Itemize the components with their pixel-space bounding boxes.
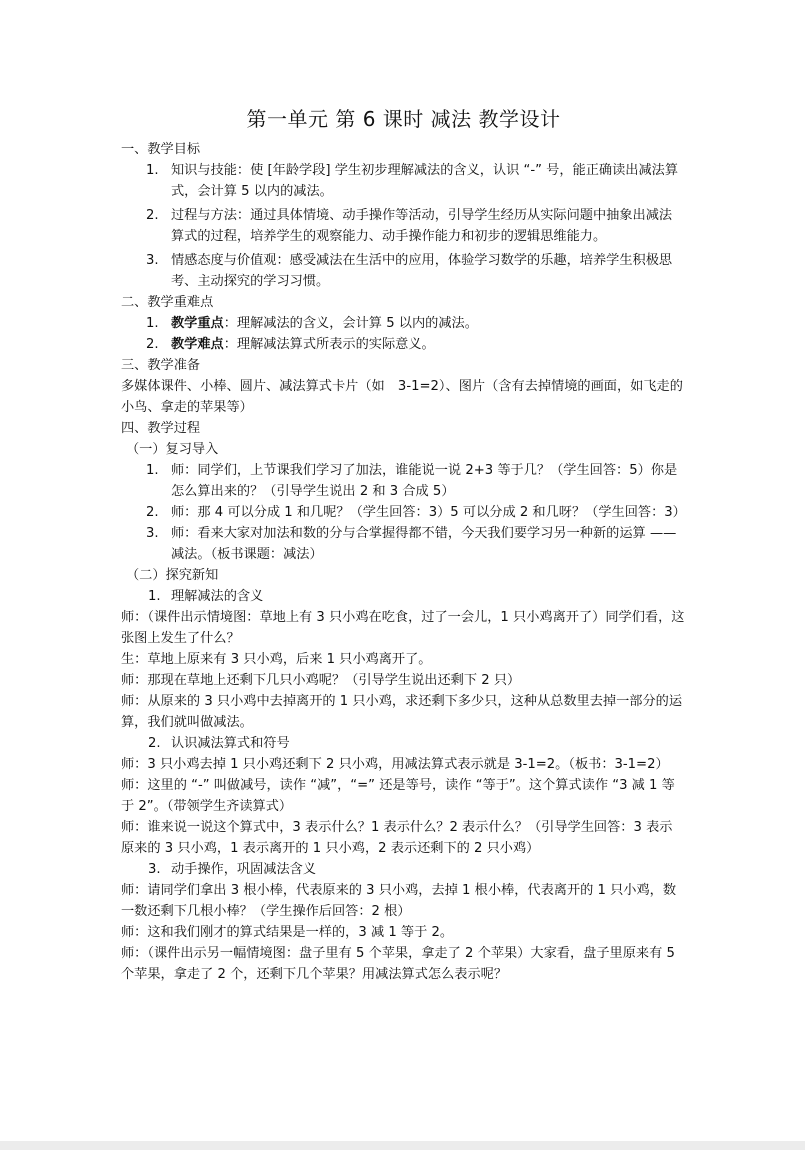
step-heading bbox=[122, 586, 685, 607]
section-preparation bbox=[122, 355, 685, 418]
item-text: 师：看来大家对加法和数的分与合掌握得都不错，今天我们要学习另一种新的运算 —— 减法。（板书课题：减法） bbox=[171, 526, 677, 562]
subsection-heading: （二）探究新知 bbox=[126, 568, 219, 583]
section-heading: 二、教学重难点 bbox=[121, 295, 214, 310]
list-item bbox=[122, 460, 685, 502]
dialogue-line: 师：（课件出示另一幅情境图：盘子里有 5 个苹果，拿走了 2 个苹果）大家看，盘子里原来有 5 个苹果，拿走了 2 个，还剩下几个苹果？用减法算式怎么表示呢？ bbox=[121, 946, 675, 982]
section-heading: 一、教学目标 bbox=[121, 142, 201, 157]
dialogue-line: 师：3 只小鸡去掉 1 只小鸡还剩下 2 只小鸡，用减法算式表示就是 3-1=2。（板书：3-1=2） bbox=[121, 757, 669, 772]
step-heading bbox=[122, 859, 685, 880]
list-item bbox=[122, 523, 685, 565]
list-item bbox=[122, 250, 685, 292]
step-title: 认识减法算式和符号 bbox=[171, 736, 290, 751]
item-number: 2. bbox=[146, 337, 159, 352]
dialogue-line: 师：谁来说一说这个算式中，3 表示什么？1 表示什么？2 表示什么？（引导学生回答：3 表示原来的 3 只小鸡，1 表示离开的 1 只小鸡，2 表示还剩下的 2 只小鸡） bbox=[121, 820, 673, 856]
item-text: 情感态度与价值观：感受减法在生活中的应用，体验学习数学的乐趣，培养学生积极思考、主动探究的学习习惯。 bbox=[171, 253, 673, 289]
list-item bbox=[122, 205, 685, 247]
item-text: 师：同学们，上节课我们学习了加法，谁能说一说 2+3 等于几？（学生回答：5）你是怎么算出来的？（引导学生说出 2 和 3 合成 5） bbox=[171, 463, 678, 499]
step-number: 3. bbox=[148, 862, 161, 877]
preparation-text: 多媒体课件、小棒、圆片、减法算式卡片（如 3-1=2）、图片（含有去掉情境的画面，如飞走的小鸟、拿走的苹果等） bbox=[121, 379, 683, 415]
item-number: 3. bbox=[146, 526, 159, 541]
step-title: 理解减法的含义 bbox=[171, 589, 264, 604]
step-number: 1. bbox=[148, 589, 161, 604]
list-item bbox=[122, 334, 685, 355]
section-heading: 四、教学过程 bbox=[121, 421, 201, 436]
section-key-points bbox=[122, 292, 685, 355]
goals-list bbox=[122, 160, 685, 292]
section-process bbox=[122, 418, 685, 985]
item-label: 教学重点 bbox=[171, 316, 224, 331]
item-number: 2. bbox=[146, 208, 159, 223]
item-text: ：理解减法算式所表示的实际意义。 bbox=[223, 337, 435, 352]
item-text: ：理解减法的含义，会计算 5 以内的减法。 bbox=[223, 316, 478, 331]
key-points-list bbox=[122, 313, 685, 355]
list-item bbox=[122, 160, 685, 202]
item-number: 2. bbox=[146, 505, 159, 520]
page-title: 第一单元 第 6 课时 减法 教学设计 bbox=[246, 107, 561, 131]
list-item bbox=[122, 313, 685, 334]
step-title: 动手操作，巩固减法含义 bbox=[171, 862, 317, 877]
section-heading: 三、教学准备 bbox=[121, 358, 201, 373]
step-heading bbox=[122, 733, 685, 754]
item-number: 3. bbox=[146, 253, 159, 268]
item-number: 1. bbox=[146, 163, 159, 178]
dialogue-line: 师：那现在草地上还剩下几只小鸡呢？（引导学生说出还剩下 2 只） bbox=[121, 673, 521, 688]
review-list bbox=[122, 460, 685, 565]
section-teaching-goals bbox=[122, 139, 685, 292]
dialogue-line: 师：这和我们刚才的算式结果是一样的，3 减 1 等于 2。 bbox=[121, 925, 454, 940]
subsection-heading: （一）复习导入 bbox=[126, 442, 219, 457]
step-number: 2. bbox=[148, 736, 161, 751]
item-number: 1. bbox=[146, 316, 159, 331]
dialogue-line: 师：从原来的 3 只小鸡中去掉离开的 1 只小鸡，求还剩下多少只，这种从总数里去掉一部分的运算，我们就叫做减法。 bbox=[121, 694, 683, 730]
dialogue-line: 师：请同学们拿出 3 根小棒，代表原来的 3 只小鸡，去掉 1 根小棒，代表离开的 1 只小鸡，数一数还剩下几根小棒？（学生操作后回答：2 根） bbox=[121, 883, 677, 919]
dialogue-line: 生：草地上原来有 3 只小鸡，后来 1 只小鸡离开了。 bbox=[121, 652, 432, 667]
item-text: 知识与技能：使 [年龄学段] 学生初步理解减法的含义，认识 “-” 号，能正确读出减法算式，会计算 5 以内的减法。 bbox=[171, 163, 679, 199]
dialogue-line: 师：这里的 “-” 叫做减号，读作 “减”，“=” 还是等号，读作 “等于”。这个算式读作 “3 减 1 等于 2”。（带领学生齐读算式） bbox=[121, 778, 675, 814]
dialogue-line: 师：（课件出示情境图：草地上有 3 只小鸡在吃食，过了一会儿，1 只小鸡离开了）同学们看，这张图上发生了什么？ bbox=[121, 610, 685, 646]
page-gap bbox=[0, 1141, 805, 1150]
item-label: 教学难点 bbox=[171, 337, 224, 352]
item-text: 师：那 4 可以分成 1 和几呢？（学生回答：3）5 可以分成 2 和几呀？（学生回答：3） bbox=[171, 505, 686, 520]
list-item bbox=[122, 502, 685, 523]
item-number: 1. bbox=[146, 463, 159, 478]
item-text: 过程与方法：通过具体情境、动手操作等活动，引导学生经历从实际问题中抽象出减法算式的过程，培养学生的观察能力、动手操作能力和初步的逻辑思维能力。 bbox=[171, 208, 673, 244]
